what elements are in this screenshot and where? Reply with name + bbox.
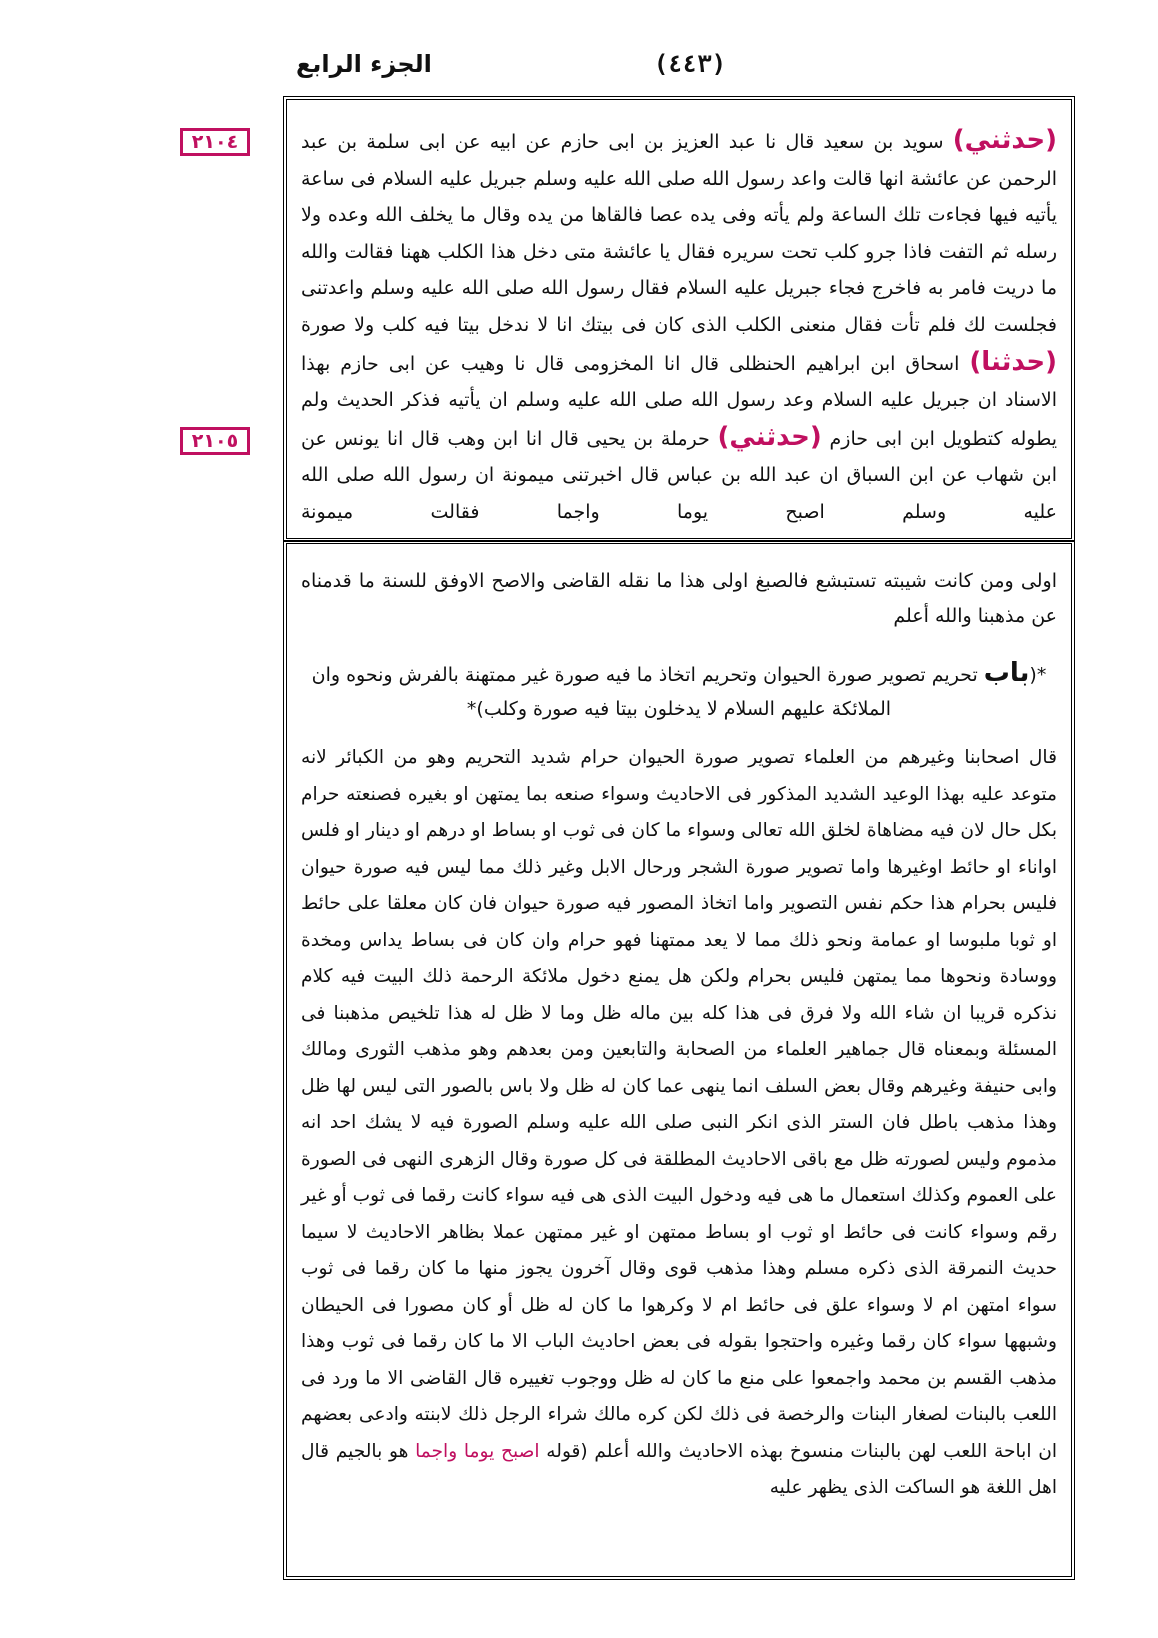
hadith-body: اسحاق ابن ابراهيم الحنظلى قال انا المخزومى قال نا وهيب عن ابى حازم بهذا الاسناد ان جبريل عليه السلام وعد رسول الله صلى الله عليه وسلم ان يأتيه فذكر الحديث ولم يطوله كتطويل ابن ابى حازم [301,352,1057,450]
lemma-open: (قوله [539,1440,588,1462]
commentary-intro: اولى ومن كانت شيبته تستبشع فالصبغ اولى هذا ما نقله القاضى والاصح الاوفق للسنة ما قدمناه عن مذهبنا والله أعلم [301,570,1057,627]
hadith-marker: (حدثني) [952,125,1057,155]
commentary-paragraph: قال اصحابنا وغيرهم من العلماء تصوير صورة الحيوان حرام شديد التحريم وهو من الكبائر لانه متوعد عليه بهذا الوعيد الشديد المذكور فى الاحاديث وسواء صنعه بما يمتهن او بغيره فصنعته حرام بكل حال لان فيه مضاهاة لخلق الله تعالى وسواء ما كان فى ثوب او بساط او درهم او دينار او فلس اواناء او حائط اوغيرها واما تصوير صورة الشجر ورحال الابل وغير ذلك مما ليس فيه صورة حيوان فليس بحرام هذا حكم نفس التصوير واما اتخاذ المصور فيه صورة حيوان فان كان معلقا على حائط او ثوبا ملبوسا او عمامة ونحو ذلك مما لا يعد ممتهنا فهو حرام وان كان فى بساط يداس ومخدة ووسادة ونحوها مما يمتهن فليس بحرام ولكن هل يمنع دخول ملائكة الرحمة ذلك البيت فيه كلام نذكره قريبا ان شاء الله ولا فرق فى هذا كله بين ماله ظل وما لا ظل له هذا تلخيص مذهبنا فى المسئلة وبمعناه قال جماهير العلماء من الصحابة والتابعين ومن بعدهم وهو مذهب الثورى ومالك وابى حنيفة وغيرهم وقال بعض السلف انما ينهى عما كان له ظل ولا باس بالصور التى ليس لها ظل وهذا مذهب باطل فان الستر الذى انكر النبى صلى الله عليه وسلم الصورة فيه لا يشك احد انه مذموم وليس لصورته ظل مع باقى الاحاديث المطلقة فى كل صورة وقال الزهرى النهى فى الصورة على العموم وكذلك استعمال ما هى فيه ودخول البيت الذى هى فيه سواء كانت رقما فى ثوب أو غير رقم وسواء كانت فى حائط او ثوب او بساط ممتهن او غير ممتهن عملا بظاهر الاحاديث لا سيما حديث النمرقة الذى ذكره مسلم وهذا مذهب قوى وقال آخرون يجوز منها ما كان رقما فى ثوب سواء امتهن ام لا وسواء علق فى حائط ام لا وكرهوا ما كان له ظل أو كان مصورا فى الحيطان وشبهها سواء كان رقما وغيره واحتجوا بقوله فى بعض احاديث الباب الا ما كان رقما فى ثوب وهذا مذهب القسم بن محمد واجمعوا على منع ما كان له ظل ووجوب تغييره قال القاضى الا ما ورد فى اللعب بالبنات لصغار البنات والرخصة فى ذلك لكن كره مالك شراء الرجل ذلك لابنته وادعى بعضهم ان اباحة اللعب لهن بالبنات منسوخ بهذه الاحاديث والله أعلم [301,747,1058,1462]
commentary-body [301,740,1057,1507]
lemma-highlight: اصبح يوما واجما [415,1440,540,1462]
part-title: الجزء الرابع [296,50,432,78]
hadith-marker: (حدثنا) [969,346,1057,377]
heading-open: *( [1029,664,1047,686]
heading-title: تحريم تصوير صورة الحيوان وتحريم اتخاذ ما فيه صورة غير ممتهنة بالفرش ونحوه وان الملائكة عليهم السلام لا يدخلون بيتا فيه صورة وكلب [311,664,984,720]
commentary-frame [283,540,1075,1580]
chapter-word-bab: باب [983,658,1030,688]
hadith-body: حرملة بن يحيى قال انا ابن وهب قال انا يونس عن ابن شهاب عن ابن السباق ان عبد الله بن عباس قال اخبرتنى ميمونة ان رسول الله صلى الله عليه وسلم اصبح يوما واجما فقالت ميمونة [301,427,1057,523]
hadith-marker: (حدثني) [717,421,822,452]
hadith-body: سويد بن سعيد قال نا عبد العزيز بن ابى حازم عن ابيه عن ابى سلمة بن عبد الرحمن عن عائشة انها قالت واعد رسول الله صلى الله عليه وسلم جبريل عليه السلام فى ساعة يأتيه فيها فجاءت تلك الساعة ولم يأته وفى يده عصا فالقاها من يده وقال ما يخلف الله وعده ولا رسله ثم التفت فاذا جرو كلب تحت سريره فقال يا عائشة متى دخل هذا الكلب ههنا فقالت والله ما دريت فامر به فاخرج فجاء جبريل عليه السلام فقال رسول الله صلى الله عليه وسلم واعدتنى فجلست لك فلم تأت فقال منعنى الكلب الذى كان فى بيتك انا لا ندخل بيتا فيه كلب ولا صورة [301,131,1057,336]
hadith-text [301,122,1057,531]
hadith-number-badge: ٢١٠٥ [180,427,250,455]
lemma-explanation: هو بالجيم قال اهل اللغة هو الساكت الذى يظهر عليه [301,1440,1057,1498]
hadith-number-badge: ٢١٠٤ [180,128,250,156]
page-number: (٤٤٣) [653,50,727,78]
chapter-heading [301,656,1057,726]
hadith-text-frame [283,96,1075,542]
heading-close: )* [466,698,484,720]
